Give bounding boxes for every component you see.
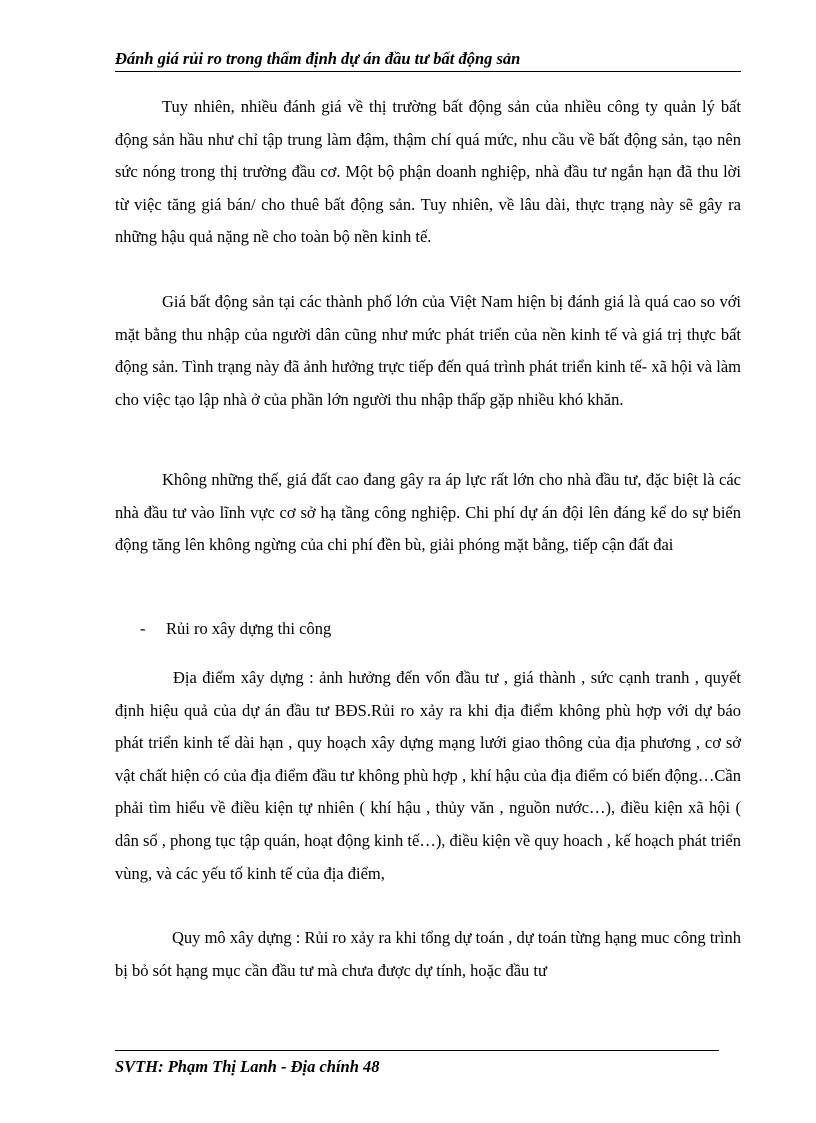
bullet-text: Rủi ro xây dựng thi công xyxy=(166,619,332,638)
header-divider xyxy=(115,71,741,72)
footer-divider xyxy=(115,1050,719,1051)
page-footer-author: SVTH: Phạm Thị Lanh - Địa chính 48 xyxy=(115,1057,380,1076)
paragraph-market-assessment: Tuy nhiên, nhiều đánh giá về thị trường bất động sản của nhiều công ty quản lý bất động sản hầu như chỉ tập trung làm đậm, thậm chí quá mức, nhu cầu về bất động sản, tạo nên sức nóng trong thị trường đầu cơ. Một bộ phận doanh nghiệp, nhà đầu tư ngắn hạn đã thu lời từ việc tăng giá bán/ cho thuê bất động sản. Tuy nhiên, về lâu dài, thực trạng này sẽ gây ra những hậu quả nặng nề cho toàn bộ nền kinh tế. xyxy=(115,97,741,247)
paragraph-land-price-pressure: Không những thế, giá đất cao đang gây ra áp lực rất lớn cho nhà đầu tư, đặc biệt là các nhà đầu tư vào lĩnh vực cơ sở hạ tầng công nghiệp. Chi phí dự án đội lên đáng kể do sự biến động tăng lên không ngừng của chi phí đền bù, giải phóng mặt bằng, tiếp cận đất đai xyxy=(115,470,741,555)
bullet-construction-risk xyxy=(140,613,331,646)
paragraph-construction-location: Địa điểm xây dựng : ảnh hưởng đến vốn đầu tư , giá thành , sức cạnh tranh , quyết định hiệu quả của dự án đầu tư BĐS.Rủi ro xảy ra khi địa điểm không phù hợp với dự báo phát triển kinh tế dài hạn , quy hoạch xây dựng mạng lưới giao thông của địa phương , cơ sở vật chất hiện có của địa điểm đầu tư không phù hợp , khí hậu của địa điểm có biến động…Cần phải tìm hiểu về điều kiện tự nhiên ( khí hậu , thủy văn , nguồn nước…), điều kiện xã hội ( dân số , phong tục tập quán, hoạt động kinh tế…), điều kiện về quy hoach , kế hoạch phát triển vùng, và các yếu tố kinh tế của địa điểm, xyxy=(115,668,741,883)
paragraph-construction-scale: Quy mô xây dựng : Rủi ro xảy ra khi tổng dự toán , dự toán từng hạng muc công trình bị bỏ sót hạng mục cần đầu tư mà chưa được dự tính, hoặc đầu tư xyxy=(115,928,741,980)
paragraph-real-estate-prices: Giá bất động sản tại các thành phố lớn của Việt Nam hiện bị đánh giá là quá cao so với mặt bằng thu nhập của người dân cũng như mức phát triển của nền kinh tế và giá trị thực bất động sản. Tình trạng này đã ảnh hưởng trực tiếp đến quá trình phát triển kinh tế- xã hội và làm cho việc tạo lập nhà ở của phần lớn người thu nhập thấp gặp nhiều khó khăn. xyxy=(115,292,741,409)
page-header-title: Đánh giá rủi ro trong thẩm định dự án đầu tư bất động sản xyxy=(115,49,521,68)
bullet-marker: - xyxy=(140,619,146,638)
